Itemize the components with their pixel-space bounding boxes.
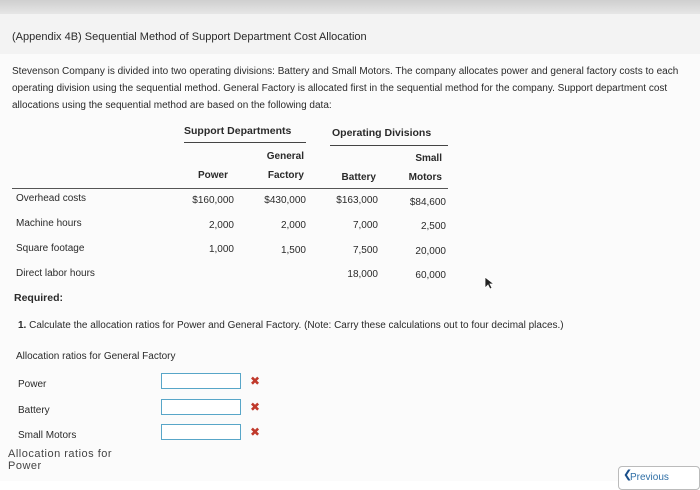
question-1 <box>18 320 564 331</box>
cell-overhead-small: $84,600 <box>409 197 446 208</box>
col-header-small-bottom: Motors <box>408 172 442 183</box>
cell-overhead-general: $430,000 <box>264 195 306 206</box>
cell-machine-general: 2,000 <box>280 220 306 231</box>
battery-ratio-input[interactable] <box>161 399 241 415</box>
row-label-machine-hours: Machine hours <box>16 218 82 229</box>
chevron-left-icon: ❮ <box>623 469 633 481</box>
previous-label: Previous <box>630 472 669 483</box>
col-header-general-top: General <box>266 151 304 162</box>
allocation-ratios-title: Allocation ratios for General Factory <box>16 351 176 362</box>
cell-machine-power: 2,000 <box>208 220 234 231</box>
operating-divisions-header: Operating Divisions <box>332 127 432 139</box>
support-header-underline <box>184 142 306 143</box>
row-label-square-footage: Square footage <box>16 243 85 254</box>
cell-square-small: 20,000 <box>415 246 446 257</box>
cell-labor-small: 60,000 <box>415 270 446 281</box>
cell-overhead-power: $160,000 <box>192 195 234 206</box>
row-label-overhead: Overhead costs <box>16 193 87 204</box>
cell-machine-small: 2,500 <box>420 221 446 232</box>
row-label-direct-labor: Direct labor hours <box>16 268 95 279</box>
incorrect-x-icon: ✖ <box>250 374 261 388</box>
cut-off-text-content: Allocation ratios for Power <box>8 448 113 472</box>
window-top-bar <box>0 0 700 14</box>
cell-square-battery: 7,500 <box>352 245 378 256</box>
problem-intro: Stevenson Company is divided into two operating divisions: Battery and Small Motors. The company allocates power and general factory costs to each operating division using the sequential method. General Factory is allocated first in the sequential method for the company. Support department cost allocations using the sequential method are based on the following data: <box>12 66 679 111</box>
incorrect-x-icon: ✖ <box>250 425 261 439</box>
col-header-general-bottom: Factory <box>267 170 304 181</box>
cell-overhead-battery: $163,000 <box>336 195 378 206</box>
col-header-power: Power <box>197 170 228 181</box>
col-header-small-top: Small <box>415 153 442 164</box>
support-departments-header: Support Departments <box>184 125 292 137</box>
question-number: 1. <box>18 320 27 331</box>
input-label-small-motors: Small Motors <box>18 430 77 441</box>
col-header-battery: Battery <box>341 172 376 183</box>
mouse-pointer-icon <box>484 276 496 290</box>
previous-button[interactable] <box>618 466 700 490</box>
cell-machine-battery: 7,000 <box>352 220 378 231</box>
power-ratio-input[interactable] <box>161 373 241 389</box>
cell-square-general: 1,500 <box>280 245 306 256</box>
small-motors-ratio-input[interactable] <box>161 424 241 440</box>
question-text: Calculate the allocation ratios for Power and General Factory. (Note: Carry these calculations out to four decimal places.) <box>29 320 564 331</box>
cell-labor-battery: 18,000 <box>347 269 378 280</box>
table-header-rule <box>12 188 448 189</box>
cell-square-power: 1,000 <box>208 244 234 255</box>
required-heading: Required: <box>14 292 64 304</box>
operating-header-underline <box>330 145 448 146</box>
incorrect-x-icon: ✖ <box>250 400 261 414</box>
cut-off-text <box>8 448 148 472</box>
input-label-power: Power <box>18 379 47 390</box>
input-label-battery: Battery <box>18 405 50 416</box>
page-title: (Appendix 4B) Sequential Method of Support Department Cost Allocation <box>12 31 367 43</box>
